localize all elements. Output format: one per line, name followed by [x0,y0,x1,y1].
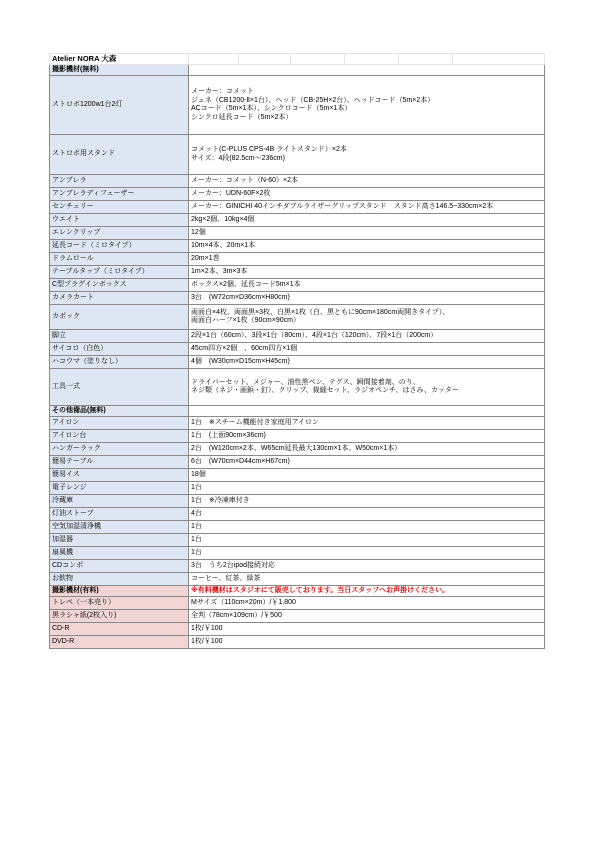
table-row [50,201,545,214]
item-name: サイコロ（白色） [50,343,189,356]
detail-line: サイズ：4段(82.5cm〜236cm) [191,154,285,162]
blank-cell [189,54,239,65]
detail-line: コメット(C-PLUS CPS-4B ライトスタンド）×2本 [191,146,347,153]
table-row [50,597,545,610]
detail-line: 20m×1巻 [191,254,220,262]
item-detail: コーヒー、紅茶、緑茶 [189,573,545,586]
table-row [50,188,545,201]
table-row [50,266,545,279]
table-row [50,279,545,292]
table-row [50,469,545,482]
table-row [50,135,545,175]
item-name: DVD-R [50,636,189,649]
table-row [50,175,545,188]
table-row [50,253,545,266]
table-row [50,369,545,406]
item-name: センチュリー [50,201,189,214]
item-name: 黒ラシャ紙(2枚入り) [50,610,189,623]
equipment-table [49,53,545,649]
item-name: ドラムロール [50,253,189,266]
table-row [50,610,545,623]
item-name: 加湿器 [50,534,189,547]
item-name: 延長コード（ミロタイプ） [50,240,189,253]
section-header-row [50,406,545,417]
item-name: トレペ（一本売り） [50,597,189,610]
item-name: ハコウマ（塗りなし） [50,356,189,369]
item-name: ストロボ1200w1台2灯 [50,76,189,135]
table-row [50,417,545,430]
detail-line: 10m×4本、20m×1本 [191,241,256,249]
detail-line: 両面白×4枚、両面黒×3枚、白黒×1枚（白、黒ともに90cm×180cm両開きタイプ）、 [191,308,450,316]
item-name: 工具一式 [50,369,189,406]
item-name: アンブレラ [50,175,189,188]
detail-line: ACコード（5m×1本）、シンクロコード（5m×1本） [191,105,352,112]
detail-line: 3台 (W72cm×D36cm×H80cm) [191,293,290,301]
detail-line: ジェネ（CB1200-Ⅱ×1台）、ヘッド（CB-25H×2台）、ヘッドコード（5m×2本） [191,96,435,104]
item-name: 簡易イス [50,469,189,482]
table-row [50,214,545,227]
item-detail [189,214,545,227]
table-row [50,227,545,240]
item-detail [189,188,545,201]
table-row [50,636,545,649]
table-row [50,482,545,495]
item-name: CD-R [50,623,189,636]
item-price: 1枚/￥100 [189,623,545,636]
item-name: 冷蔵庫 [50,495,189,508]
detail-line: ドライバーセット、メジャー、油性黒ペン、テグス、瞬間接着剤、のり、 [191,378,420,386]
item-detail: 3台 うち2台ipod接続対応 [189,560,545,573]
table-row [50,623,545,636]
item-detail [189,201,545,214]
table-row [50,573,545,586]
detail-line: 45cm四方×2個 、60cm四方×1個 [191,344,298,352]
item-detail [189,76,545,135]
table-row [50,443,545,456]
item-name: アンブレラディフューザー [50,188,189,201]
item-detail [189,369,545,406]
item-detail [189,292,545,305]
detail-line: メーカー：コメット（N-60）×2本 [191,176,299,184]
title-row [50,54,545,65]
item-detail [189,305,545,330]
section-blank-cell [189,65,545,76]
item-detail [189,343,545,356]
item-detail [189,266,545,279]
item-detail: 18個 [189,469,545,482]
table-row [50,305,545,330]
item-name: 簡易テーブル [50,456,189,469]
item-name: カメラカート [50,292,189,305]
item-name: アイロン [50,417,189,430]
detail-line: 両面白ハーフ×1枚（90cm×90cm） [191,317,300,324]
item-name: カポック [50,305,189,330]
table-row [50,508,545,521]
item-detail: 1台 [189,482,545,495]
item-name: ストロボ用スタンド [50,135,189,175]
item-detail [189,240,545,253]
item-detail: 1台 [189,521,545,534]
item-name: ハンガーラック [50,443,189,456]
item-detail [189,356,545,369]
item-detail: 4台 [189,508,545,521]
item-name: C型プラグインボックス [50,279,189,292]
table-row [50,343,545,356]
item-detail: 6台 (W70cm×D44cm×H67cm) [189,456,545,469]
item-name: お飲物 [50,573,189,586]
detail-line: メーカー：GINICHI 40インチダブルライザーグリップスタンド スタンド高さ146.5~330cm×2本 [191,202,494,210]
detail-line: メーカー：コメット [191,88,254,95]
item-name: 電子レンジ [50,482,189,495]
item-detail: 1台 ※冷凍庫付き [189,495,545,508]
item-name: 灯油ストーブ [50,508,189,521]
detail-line: 4個 (W30cm×D15cm×H45cm) [191,357,290,365]
detail-line: ボックス×2個、延長コード5m×1本 [191,280,301,288]
table-row [50,560,545,573]
item-price: 1枚/￥100 [189,636,545,649]
table-row [50,356,545,369]
table-row [50,534,545,547]
item-name: 扇風機 [50,547,189,560]
item-detail [189,227,545,240]
item-detail: 1台 [189,547,545,560]
item-name: アイロン台 [50,430,189,443]
section-blank-cell [189,406,545,417]
item-name: エレンクリップ [50,227,189,240]
section-header-row [50,586,545,597]
table-row [50,521,545,534]
item-detail [189,253,545,266]
section-header-row [50,65,545,76]
item-detail [189,330,545,343]
section-title-free-equipment: 撮影機材(無料) [50,65,189,76]
section-title-other-items: その他備品(無料) [50,406,189,417]
item-detail [189,279,545,292]
table-row [50,76,545,135]
studio-title: Atelier NORA 大森 [50,54,189,65]
item-detail: 1台 [189,534,545,547]
item-detail [189,135,545,175]
blank-cell [453,54,545,65]
detail-line: シンクロ延長コード（5m×2本） [191,113,293,121]
section-title-paid-equipment: 撮影機材(有料) [50,586,189,597]
item-detail: 1台 ※スチーム機能付き家庭用アイロン [189,417,545,430]
item-name: テーブルタップ（ミロタイプ） [50,266,189,279]
table-row [50,456,545,469]
detail-line: 12個 [191,228,206,236]
detail-line: メーカー：UDN-60F×2枚 [191,189,271,197]
item-name: 空気加湿清浄機 [50,521,189,534]
table-row [50,292,545,305]
item-detail: 1台 (上面90cm×36cm) [189,430,545,443]
table-row [50,547,545,560]
detail-line: 2段×1台（60cm）、3段×1台（80cm）、4段×1台（120cm）、7段×1台（200cm） [191,331,438,339]
detail-line: ネジ類（ネジ・画鋲・釘）、クリップ、裁縫セット、ラジオペンチ、はさみ、カッター [191,387,459,394]
table-row [50,495,545,508]
item-detail: 2台 (W120cm×2本、W65cm延長最大130cm×1本、W50cm×1本） [189,443,545,456]
blank-cell [291,54,345,65]
detail-line: 1m×2本、3m×3本 [191,267,248,275]
blank-cell [345,54,399,65]
item-price: Mサイズ（110cm×20m）/￥1,800 [189,597,545,610]
table-row [50,430,545,443]
item-price: 全判（78cm×109cm）/￥500 [189,610,545,623]
item-name: 脚立 [50,330,189,343]
blank-cell [239,54,291,65]
paid-notice: ※有料機材はスタジオにて販売しております。当日スタッフへお声掛けください。 [189,586,545,597]
item-name: CDコンポ [50,560,189,573]
blank-cell [399,54,453,65]
item-name: ウエイト [50,214,189,227]
table-row [50,330,545,343]
detail-line: 2kg×2個、10kg×4個 [191,215,255,223]
table-row [50,240,545,253]
item-detail [189,175,545,188]
